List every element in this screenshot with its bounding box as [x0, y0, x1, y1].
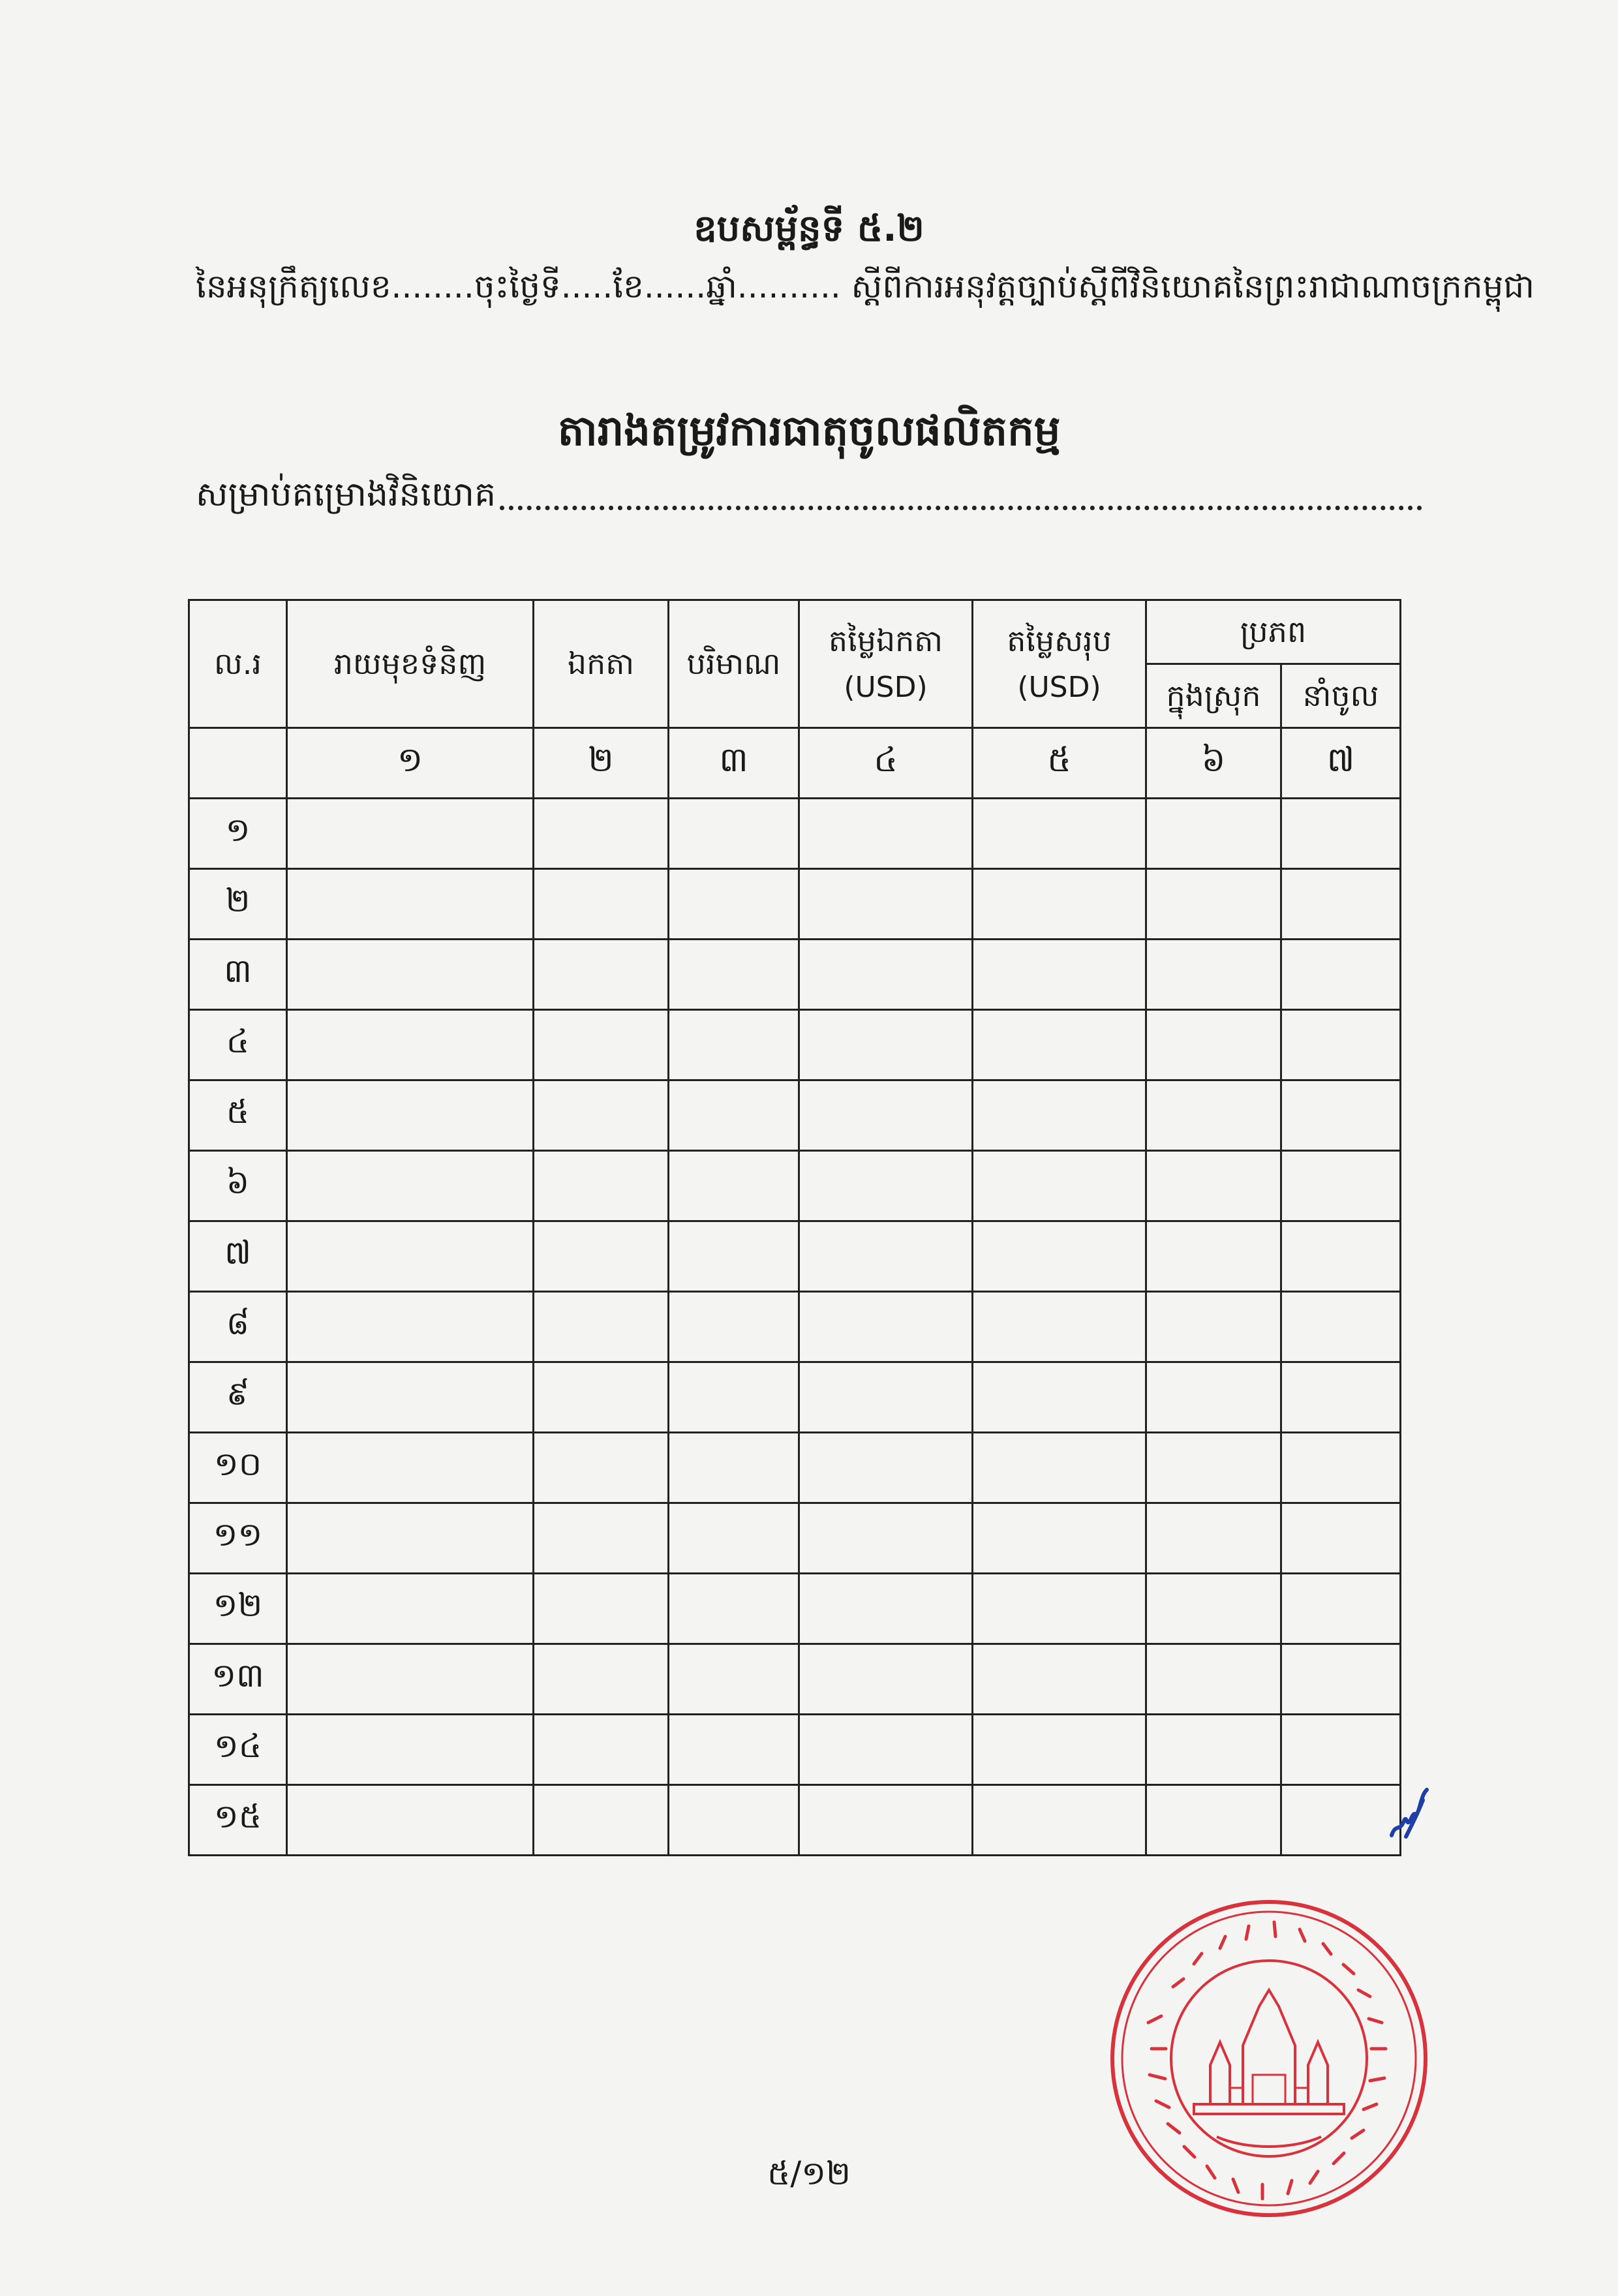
table-row	[189, 1292, 1401, 1362]
empty-cell	[973, 1644, 1146, 1715]
empty-cell	[799, 1151, 973, 1221]
project-line	[196, 473, 1422, 523]
empty-cell	[669, 1785, 799, 1856]
empty-cell	[287, 1785, 534, 1856]
empty-cell	[669, 1221, 799, 1292]
empty-cell	[1146, 1151, 1281, 1221]
empty-cell	[973, 1080, 1146, 1151]
empty-cell	[669, 1010, 799, 1080]
empty-cell	[287, 940, 534, 1010]
header-unit-price	[799, 600, 973, 728]
empty-cell	[669, 1644, 799, 1715]
row-number: ៦	[189, 1151, 287, 1221]
empty-cell	[1146, 1080, 1281, 1151]
empty-cell	[799, 1503, 973, 1574]
empty-cell	[799, 1715, 973, 1785]
empty-cell	[287, 1221, 534, 1292]
production-input-table	[188, 599, 1401, 1856]
empty-cell	[534, 799, 669, 869]
header-total-price-label: តម្លៃសរុប	[1007, 622, 1112, 658]
empty-cell	[973, 1715, 1146, 1785]
empty-cell	[287, 1362, 534, 1433]
empty-cell	[287, 1715, 534, 1785]
empty-cell	[799, 799, 973, 869]
column-number-blank	[189, 728, 287, 799]
table-row	[189, 1503, 1401, 1574]
empty-cell	[669, 1080, 799, 1151]
empty-cell	[973, 940, 1146, 1010]
header-source: ប្រភព	[1146, 600, 1401, 664]
column-number: ៤	[799, 728, 973, 799]
table-row	[189, 1221, 1401, 1292]
empty-cell	[973, 1433, 1146, 1503]
table-title: តារាងតម្រូវការធាតុចូលផលិតកម្ម	[557, 407, 1061, 455]
empty-cell	[1281, 940, 1401, 1010]
empty-cell	[669, 869, 799, 940]
header-unit-price-label: តម្លៃឯកតា	[828, 622, 943, 658]
table-row	[189, 1151, 1401, 1221]
empty-cell	[287, 1644, 534, 1715]
empty-cell	[287, 1292, 534, 1362]
empty-cell	[534, 869, 669, 940]
empty-cell	[1281, 1574, 1401, 1644]
empty-cell	[534, 1010, 669, 1080]
empty-cell	[799, 1785, 973, 1856]
sub-decree-reference: នៃអនុក្រឹត្យលេខ........ចុះថ្ងៃទី.....ខែ......ឆ្នាំ.......... ស្តីពីការអនុវត្តច្បាប់ស្តីពីវិនិយោគនៃព្រះរាជាណាចក្រកម្ពុជា	[196, 268, 1535, 305]
empty-cell	[1146, 1433, 1281, 1503]
row-number: ៨	[189, 1292, 287, 1362]
empty-cell	[534, 1362, 669, 1433]
empty-cell	[287, 1010, 534, 1080]
table-row	[189, 1785, 1401, 1856]
empty-cell	[1281, 1221, 1401, 1292]
column-number: ៧	[1281, 728, 1401, 799]
empty-cell	[799, 1362, 973, 1433]
empty-cell	[1146, 869, 1281, 940]
table-row	[189, 1362, 1401, 1433]
empty-cell	[1281, 1010, 1401, 1080]
empty-cell	[1146, 1503, 1281, 1574]
project-label: សម្រាប់គម្រោងវិនិយោគ	[196, 475, 496, 514]
empty-cell	[973, 1785, 1146, 1856]
empty-cell	[1281, 869, 1401, 940]
empty-cell	[287, 1503, 534, 1574]
empty-cell	[799, 1644, 973, 1715]
empty-cell	[534, 1292, 669, 1362]
empty-cell	[287, 799, 534, 869]
empty-cell	[534, 1151, 669, 1221]
empty-cell	[287, 869, 534, 940]
empty-cell	[973, 1151, 1146, 1221]
row-number: ២	[189, 869, 287, 940]
empty-cell	[799, 1574, 973, 1644]
empty-cell	[799, 869, 973, 940]
empty-cell	[1281, 1715, 1401, 1785]
row-number: ៤	[189, 1010, 287, 1080]
empty-cell	[669, 1292, 799, 1362]
row-number: ៧	[189, 1221, 287, 1292]
empty-cell	[1281, 1503, 1401, 1574]
empty-cell	[534, 1080, 669, 1151]
column-number: ៣	[669, 728, 799, 799]
row-number: ១៥	[189, 1785, 287, 1856]
empty-cell	[1146, 1010, 1281, 1080]
row-number: ១៤	[189, 1715, 287, 1785]
empty-cell	[1146, 1292, 1281, 1362]
empty-cell	[287, 1574, 534, 1644]
empty-cell	[973, 1010, 1146, 1080]
empty-cell	[973, 1221, 1146, 1292]
row-number: ៥	[189, 1080, 287, 1151]
signature-initial	[1386, 1784, 1432, 1843]
empty-cell	[1281, 1433, 1401, 1503]
row-number: ៣	[189, 940, 287, 1010]
empty-cell	[799, 1080, 973, 1151]
empty-cell	[1146, 1574, 1281, 1644]
header-source-local: ក្នុងស្រុក	[1146, 664, 1281, 728]
header-total-price-currency: (USD)	[1017, 670, 1101, 704]
empty-cell	[287, 1080, 534, 1151]
empty-cell	[1146, 799, 1281, 869]
empty-cell	[799, 1292, 973, 1362]
table-row	[189, 1644, 1401, 1715]
header-quantity: បរិមាណ	[669, 600, 799, 728]
empty-cell	[1146, 1785, 1281, 1856]
row-number: ១	[189, 799, 287, 869]
table-row	[189, 1574, 1401, 1644]
empty-cell	[1146, 1221, 1281, 1292]
empty-cell	[973, 799, 1146, 869]
header-source-import: នាំចូល	[1281, 664, 1401, 728]
empty-cell	[534, 1785, 669, 1856]
empty-cell	[534, 1715, 669, 1785]
empty-cell	[534, 940, 669, 1010]
project-fill-line	[500, 473, 1422, 510]
empty-cell	[534, 1433, 669, 1503]
empty-cell	[287, 1433, 534, 1503]
empty-cell	[534, 1221, 669, 1292]
empty-cell	[669, 1715, 799, 1785]
empty-cell	[669, 940, 799, 1010]
empty-cell	[973, 1292, 1146, 1362]
empty-cell	[1281, 1785, 1401, 1856]
table-row	[189, 799, 1401, 869]
empty-cell	[1281, 1362, 1401, 1433]
header-unit-price-currency: (USD)	[844, 670, 928, 704]
column-number: ៥	[973, 728, 1146, 799]
empty-cell	[669, 1574, 799, 1644]
table-row	[189, 1433, 1401, 1503]
row-number: ១០	[189, 1433, 287, 1503]
empty-cell	[799, 940, 973, 1010]
empty-cell	[669, 799, 799, 869]
empty-cell	[1281, 799, 1401, 869]
row-number: ១២	[189, 1574, 287, 1644]
page-number: ៥/១២	[767, 2154, 851, 2192]
header-total-price	[973, 600, 1146, 728]
empty-cell	[1146, 940, 1281, 1010]
empty-cell	[1146, 1715, 1281, 1785]
empty-cell	[534, 1503, 669, 1574]
empty-cell	[534, 1574, 669, 1644]
empty-cell	[1281, 1644, 1401, 1715]
header-item: រាយមុខទំនិញ	[287, 600, 534, 728]
header-unit: ឯកតា	[534, 600, 669, 728]
empty-cell	[799, 1433, 973, 1503]
empty-cell	[973, 869, 1146, 940]
column-number: ៦	[1146, 728, 1281, 799]
table-row	[189, 869, 1401, 940]
empty-cell	[1281, 1151, 1401, 1221]
table-row	[189, 1715, 1401, 1785]
empty-cell	[1146, 1362, 1281, 1433]
column-number: ១	[287, 728, 534, 799]
empty-cell	[973, 1362, 1146, 1433]
row-number: ១១	[189, 1503, 287, 1574]
empty-cell	[669, 1362, 799, 1433]
column-number-row	[189, 728, 1401, 799]
annex-title: ឧបសម្ព័ន្ធទី ៥.២	[694, 207, 924, 250]
table-row	[189, 1080, 1401, 1151]
empty-cell	[799, 1010, 973, 1080]
empty-cell	[669, 1503, 799, 1574]
empty-cell	[973, 1574, 1146, 1644]
table-row	[189, 1010, 1401, 1080]
column-number: ២	[534, 728, 669, 799]
header-no: ល.រ	[189, 600, 287, 728]
row-number: ៩	[189, 1362, 287, 1433]
empty-cell	[1281, 1292, 1401, 1362]
empty-cell	[1281, 1080, 1401, 1151]
empty-cell	[669, 1151, 799, 1221]
row-number: ១៣	[189, 1644, 287, 1715]
empty-cell	[799, 1221, 973, 1292]
empty-cell	[1146, 1644, 1281, 1715]
empty-cell	[534, 1644, 669, 1715]
empty-cell	[973, 1503, 1146, 1574]
table-row	[189, 940, 1401, 1010]
empty-cell	[287, 1151, 534, 1221]
empty-cell	[669, 1433, 799, 1503]
